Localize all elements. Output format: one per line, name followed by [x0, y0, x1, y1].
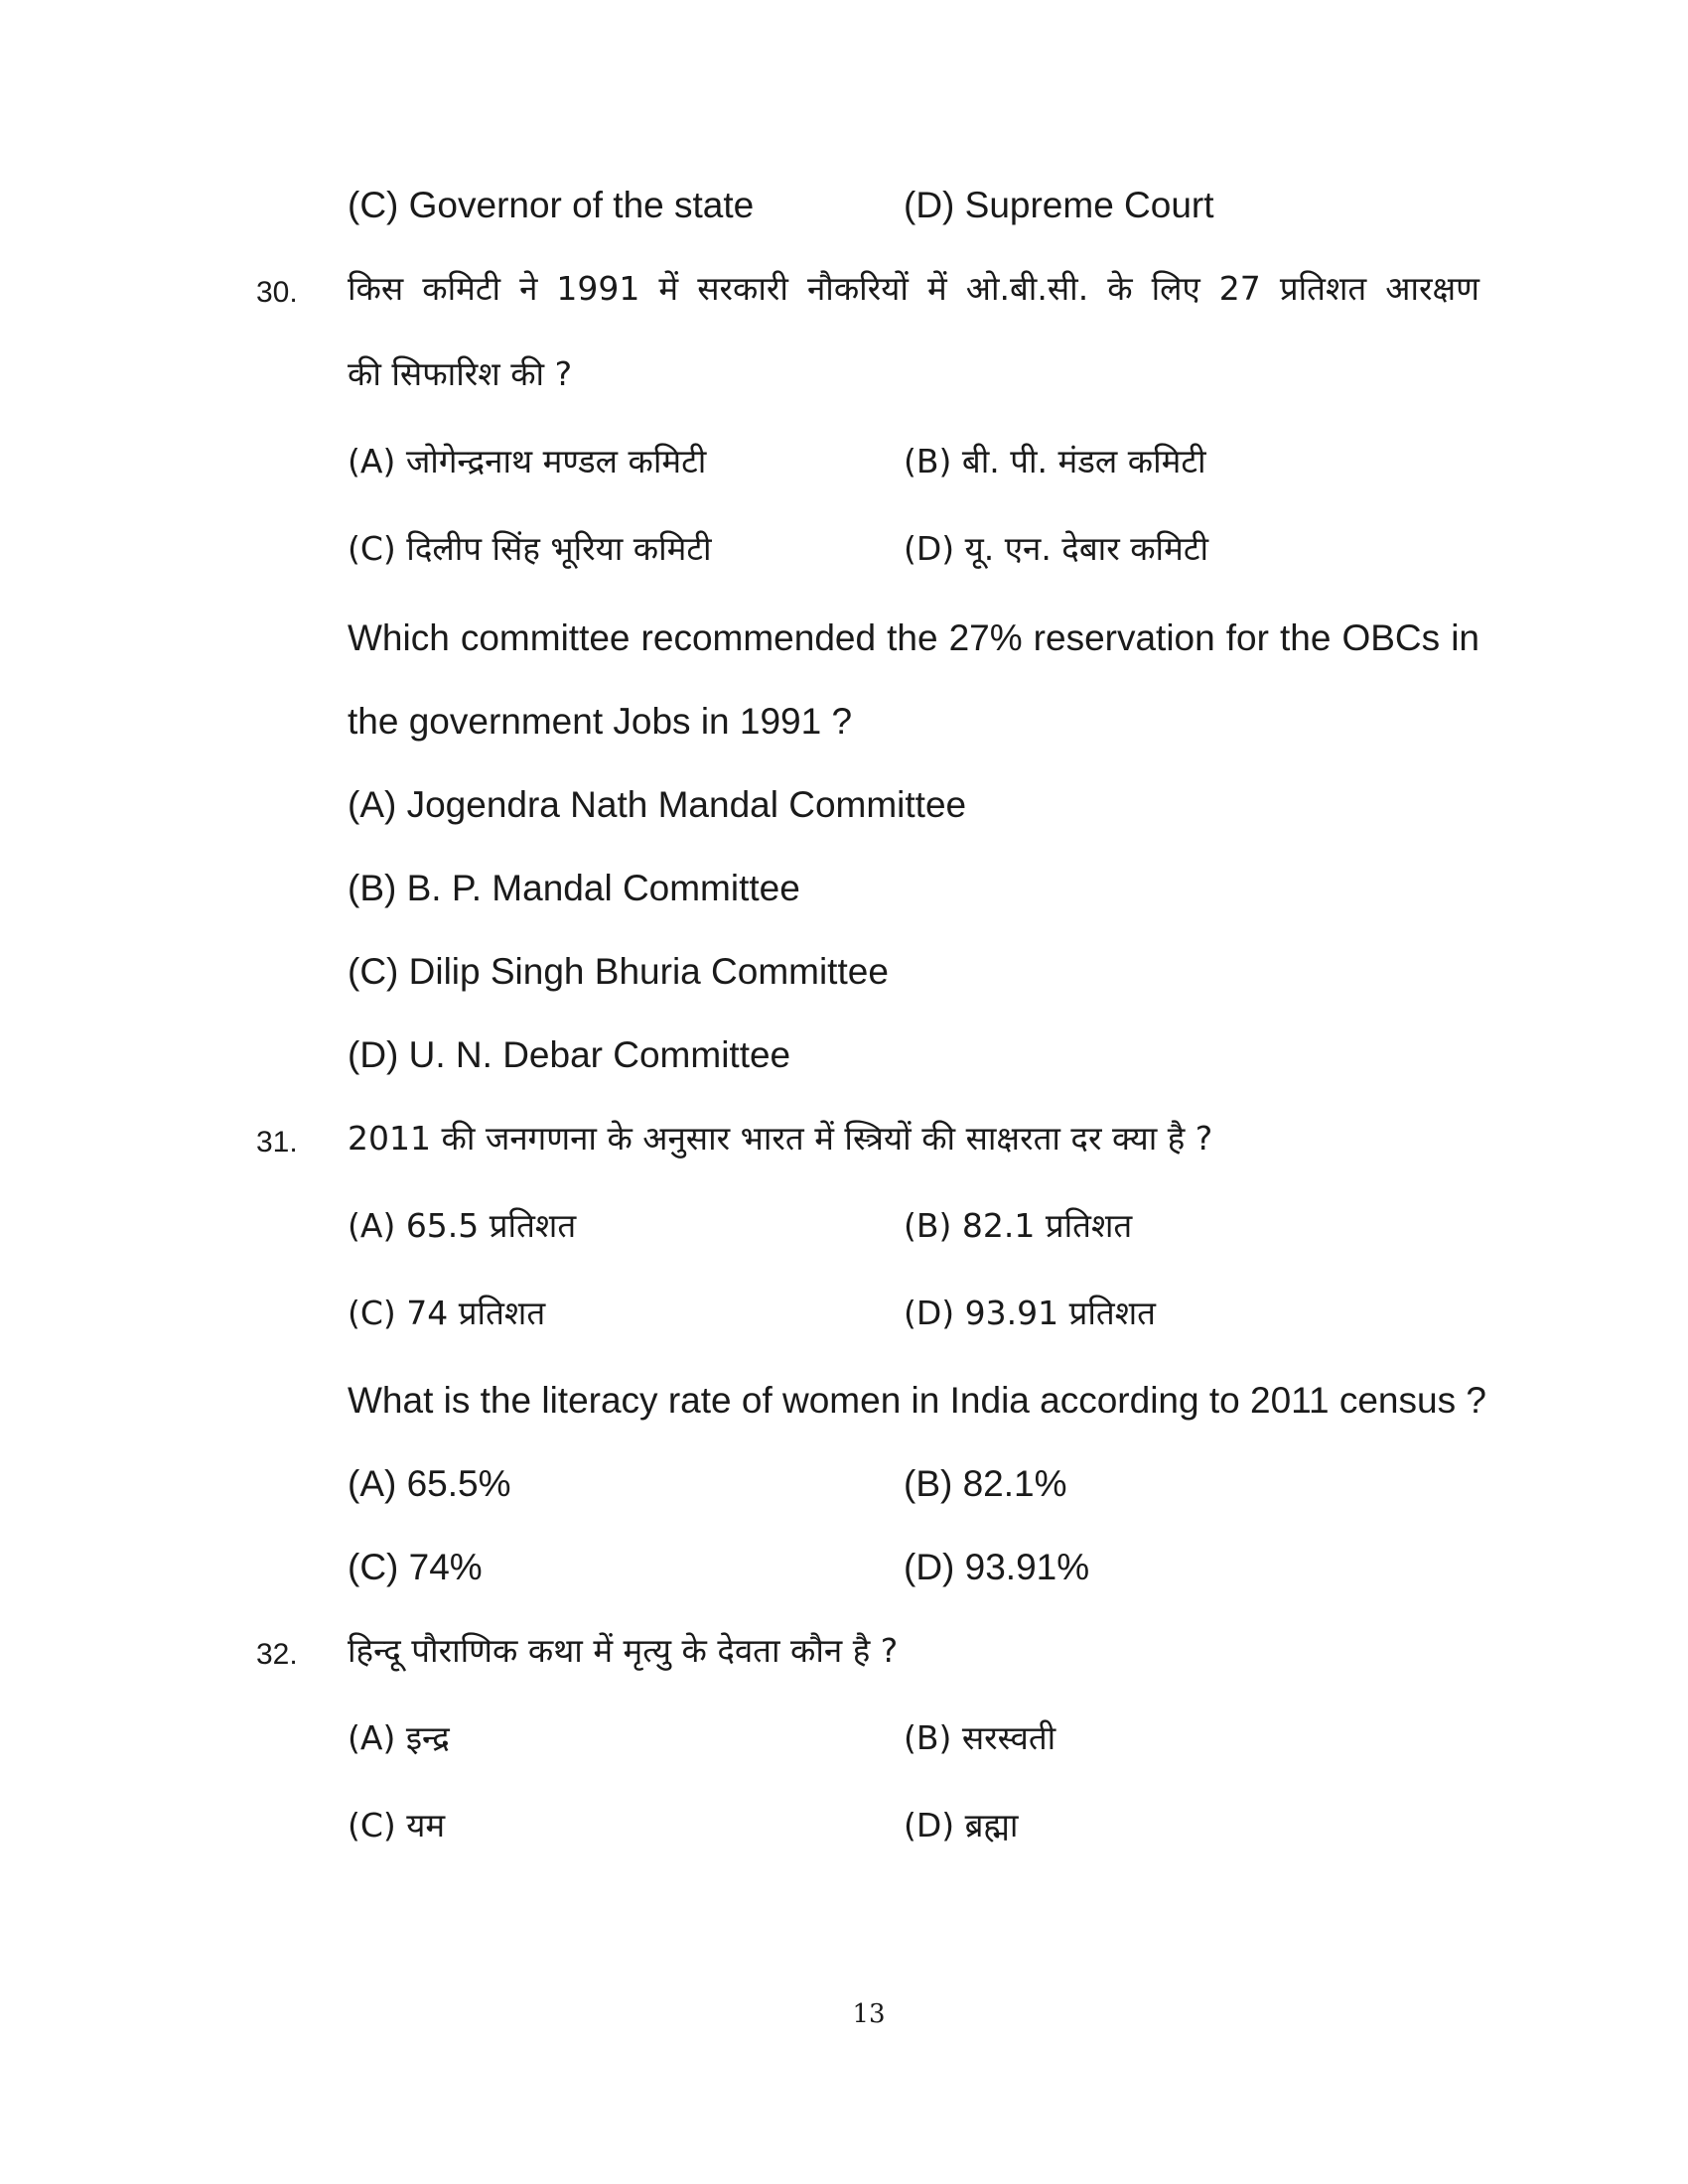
q31-number: 31.: [256, 1126, 298, 1159]
q31-hindi-option-b: (B) 82.1 प्रतिशत: [904, 1206, 1133, 1245]
q32-hindi-option-b: (B) सरस्वती: [904, 1718, 1056, 1757]
q30-english-option-d: (D) U. N. Debar Committee: [348, 1034, 791, 1075]
q31-hindi-option-d: (D) 93.91 प्रतिशत: [904, 1294, 1156, 1332]
q30-english-option-b: (B) B. P. Mandal Committee: [348, 868, 800, 908]
q31-english-option-a: (A) 65.5%: [348, 1463, 511, 1504]
q31-english-option-b: (B) 82.1%: [904, 1463, 1067, 1504]
q30-hindi-option-d: (D) यू. एन. देबार कमिटी: [904, 529, 1209, 568]
q30-hindi-option-a: (A) जोगेन्द्रनाथ मण्डल कमिटी: [348, 442, 707, 480]
q32-hindi-question: हिन्दू पौराणिक कथा में मृत्यु के देवता कौन है ?: [348, 1631, 899, 1670]
q30-english-question-line2: the government Jobs in 1991 ?: [348, 701, 853, 742]
q32-hindi-option-a: (A) इन्द्र: [348, 1718, 450, 1757]
q30-english-option-c: (C) Dilip Singh Bhuria Committee: [348, 951, 889, 992]
q32-hindi-option-c: (C) यम: [348, 1806, 446, 1844]
q32-hindi-option-d: (D) ब्रह्मा: [904, 1806, 1019, 1844]
q31-english-option-c: (C) 74%: [348, 1547, 483, 1587]
q30-hindi-question-line1: किस कमिटी ने 1991 में सरकारी नौकरियों में ओ.बी.सी. के लिए 27 प्रतिशत आरक्षण: [348, 269, 1479, 308]
q31-hindi-option-a: (A) 65.5 प्रतिशत: [348, 1206, 577, 1245]
q31-hindi-option-c: (C) 74 प्रतिशत: [348, 1294, 546, 1332]
q29-option-d: (D) Supreme Court: [904, 185, 1214, 225]
q30-english-question-line1: Which committee recommended the 27% reservation for the OBCs in: [348, 617, 1479, 658]
q31-hindi-question: 2011 की जनगणना के अनुसार भारत में स्त्रियों की साक्षरता दर क्या है ?: [348, 1119, 1213, 1158]
q30-hindi-option-c: (C) दिलीप सिंह भूरिया कमिटी: [348, 529, 712, 568]
q30-hindi-question-line2: की सिफारिश की ?: [348, 354, 573, 393]
q31-english-option-d: (D) 93.91%: [904, 1547, 1090, 1587]
q30-hindi-option-b: (B) बी. पी. मंडल कमिटी: [904, 442, 1206, 480]
q31-english-question: What is the literacy rate of women in India according to 2011 census ?: [348, 1380, 1486, 1421]
q30-english-option-a: (A) Jogendra Nath Mandal Committee: [348, 784, 967, 825]
q29-option-c: (C) Governor of the state: [348, 185, 755, 225]
q32-number: 32.: [256, 1638, 298, 1671]
q30-number: 30.: [256, 276, 298, 309]
page-number: 13: [852, 1999, 886, 2029]
